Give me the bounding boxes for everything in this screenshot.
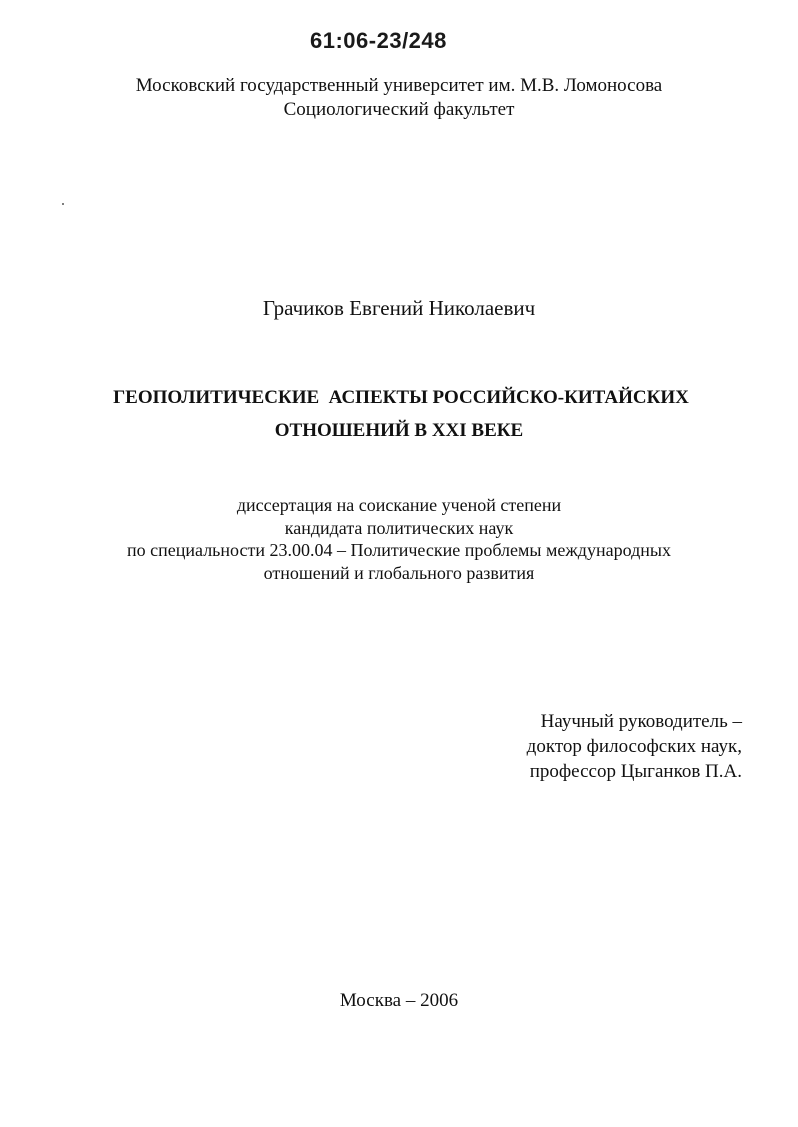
dissertation-title [0, 381, 798, 447]
degree-line-2: кандидата политических наук [284, 517, 514, 538]
degree-line-4: отношений и глобального развития [263, 562, 535, 583]
title-line-2: ОТНОШЕНИЙ В XXI ВЕКЕ [274, 420, 524, 441]
catalog-number: 61:06-23/248 [310, 28, 447, 53]
scan-speck [62, 203, 64, 205]
faculty-name: Социологический факультет [283, 99, 515, 120]
advisor-line-1: Научный руководитель – [540, 711, 742, 732]
degree-line-1: диссертация на соискание ученой степени [236, 495, 562, 515]
degree-statement [0, 494, 798, 584]
title-line-1: ГЕОПОЛИТИЧЕСКИЕ АСПЕКТЫ РОССИЙСКО-КИТАЙСКИХ [113, 387, 689, 408]
advisor-line-3: профессор Цыганков П.А. [529, 761, 742, 782]
degree-line-3: по специальности 23.00.04 – Политические проблемы международных [127, 540, 671, 560]
university-name: Московский государственный университет им. М.В. Ломоносова [135, 75, 663, 96]
advisor-line-2: доктор философских наук, [526, 736, 742, 757]
advisor-block [470, 709, 742, 784]
institution-block [0, 74, 798, 122]
author-name: Грачиков Евгений Николаевич [262, 296, 536, 320]
place-and-year: Москва – 2006 [339, 990, 459, 1011]
